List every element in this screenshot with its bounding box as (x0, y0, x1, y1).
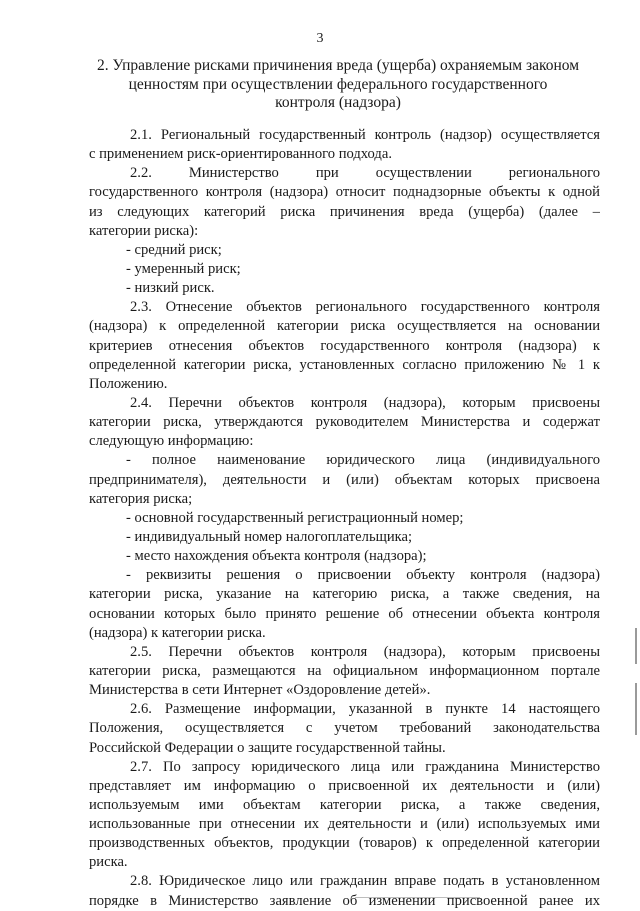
text-line: 2.7. По запросу юридического лица или гражданина Министерство (130, 758, 600, 775)
text-line: категории риска): (89, 222, 199, 239)
text-line: - реквизиты решения о присвоении объекту контроля (надзора) (126, 567, 600, 584)
text-line: определенной категории риска, установленных согласно приложению № 1 к (89, 356, 600, 373)
footer-rule (355, 897, 480, 898)
text-line: 2.3. Отнесение объектов регионального государственного контроля (130, 299, 600, 316)
text-line: риска. (89, 854, 128, 871)
text-line: - индивидуальный номер налогоплательщика; (126, 528, 413, 545)
text-line: 2.2. Министерство при осуществлении регионального (130, 165, 600, 182)
text-line: 2.4. Перечни объектов контроля (надзора), которым присвоены (130, 394, 600, 411)
scan-margin-mark (635, 628, 637, 664)
scan-margin-mark (635, 683, 637, 735)
text-line: Министерства в сети Интернет «Оздоровление детей». (89, 682, 431, 699)
text-line: 2.5. Перечни объектов контроля (надзора), которым присвоены (130, 643, 600, 660)
heading-line: 2. Управление рисками причинения вреда (ущерба) охраняемым законом (96, 57, 580, 74)
text-line: - полное наименование юридического лица (индивидуального (126, 452, 600, 469)
text-line: 2.6. Размещение информации, указанной в пункте 14 настоящего (130, 701, 600, 718)
text-line: критериев отнесения объектов государственного контроля (надзора) к (89, 337, 600, 354)
document-body (89, 126, 600, 911)
text-line: - основной государственный регистрационный номер; (126, 509, 464, 526)
section-heading (88, 57, 588, 113)
heading-line: контроля (надзора) (275, 94, 401, 111)
text-line: (надзора) к категории риска. (89, 624, 266, 641)
text-line: Положения, осуществляется с учетом требований законодательства (89, 720, 600, 737)
text-line: - средний риск; (126, 241, 222, 258)
text-line: категория риска; (89, 490, 193, 507)
text-line: основании которых было принято решение об отнесении объекта контроля (89, 605, 600, 622)
text-line: с применением риск-ориентированного подхода. (89, 146, 392, 163)
text-line: государственного контроля (надзора) относит поднадзорные объекты к одной (89, 184, 600, 201)
page-number: 3 (316, 31, 324, 46)
heading-line: ценностям при осуществлении федерального государственного (128, 75, 548, 93)
text-line: Российской Федерации о защите государственной тайны. (89, 739, 446, 756)
text-line: категории риска, указание на категорию риска, а также сведения, на (89, 586, 600, 603)
text-line: использованные при отнесении их деятельности и (или) используемых ими (89, 816, 600, 833)
text-line: (надзора) к определенной категории риска осуществляется на основании (89, 318, 600, 335)
text-line: категории риска, утверждаются руководителем Министерства и содержат (89, 414, 600, 431)
text-line: предпринимателя), деятельности и (или) объектам которых присвоена (89, 471, 600, 488)
text-line: производственных объектов, продукции (товаров) к определенной категории (89, 835, 600, 852)
text-line: 2.8. Юридическое лицо или гражданин вправе подать в установленном (130, 873, 600, 890)
text-line: 2.1. Региональный государственный контроль (надзор) осуществляется (130, 127, 600, 143)
text-line: из следующих категорий риска причинения вреда (ущерба) (далее – (89, 203, 600, 220)
text-line: категории риска, размещаются на официальном информационном портале (89, 662, 600, 679)
text-line: порядке в Министерство заявление об изменении присвоенной ранее их (89, 892, 600, 909)
text-line: представляет им информацию о присвоенной их деятельности и (или) (89, 777, 600, 794)
text-line: следующую информацию: (89, 433, 254, 450)
text-line: используемым ими объектам категории риска, а также сведения, (89, 796, 600, 813)
text-line: - низкий риск. (126, 280, 215, 297)
text-line: - место нахождения объекта контроля (надзора); (126, 548, 427, 565)
text-line: - умеренный риск; (126, 260, 241, 277)
text-line: Положению. (89, 375, 168, 392)
